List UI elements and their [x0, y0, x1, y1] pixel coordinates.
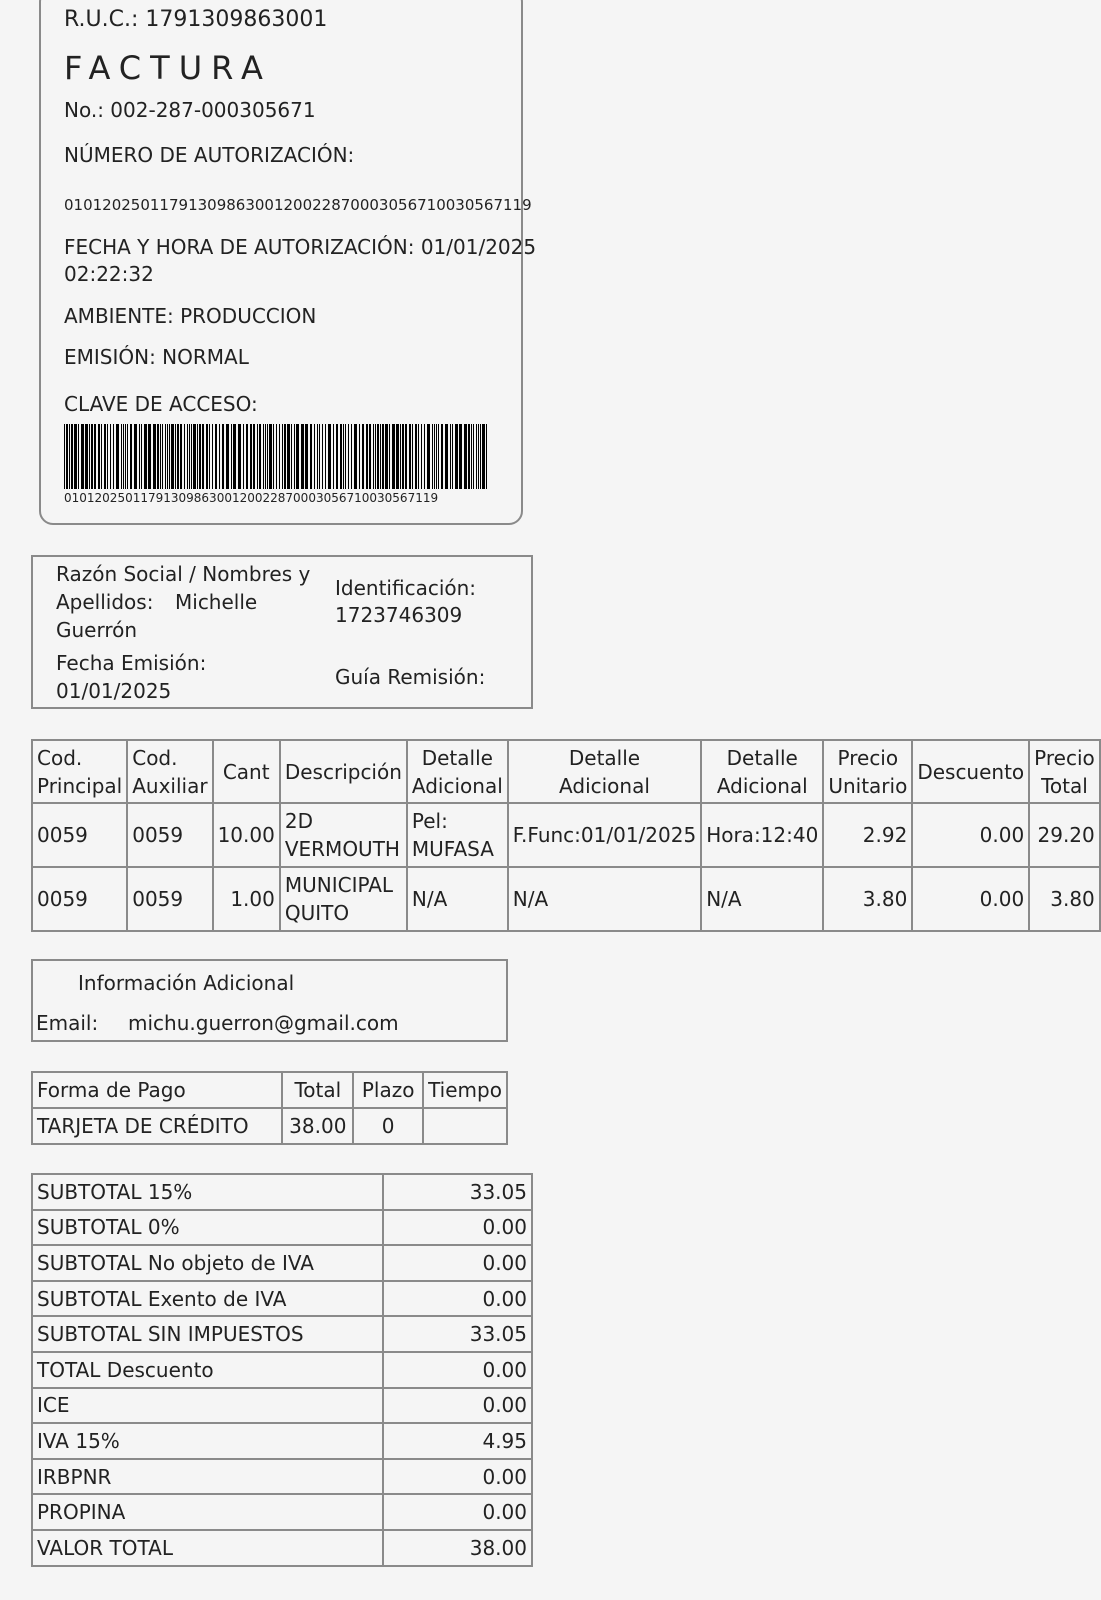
col-forma-pago: Forma de Pago: [32, 1072, 282, 1108]
cell-detalle-3: N/A: [701, 867, 823, 931]
issue-date-value: 01/01/2025: [56, 679, 172, 703]
auth-number-label: NÚMERO DE AUTORIZACIÓN:: [64, 143, 355, 167]
auth-number-value: 0101202501179130986300120022870003056710030567119: [64, 196, 532, 214]
table-row: [32, 1108, 507, 1144]
client-id-label: Identificación:: [335, 576, 477, 600]
cell-detalle-1: N/A: [407, 867, 508, 931]
client-id-value: 1723746309: [335, 603, 463, 627]
col-detalle-adicional-2: Detalle Adicional: [508, 740, 701, 803]
table-row: [32, 1388, 532, 1424]
clave-acceso-value: 0101202501179130986300120022870003056710030567119: [64, 491, 439, 505]
total-label: SUBTOTAL 0%: [32, 1210, 383, 1246]
payment-table: [31, 1071, 508, 1145]
cell-plazo: 0: [353, 1108, 423, 1144]
ambiente-text: AMBIENTE: PRODUCCION: [64, 304, 317, 328]
cell-cod-principal: 0059: [32, 867, 127, 931]
items-header-row: [32, 740, 1100, 803]
total-value: 0.00: [383, 1352, 532, 1388]
col-precio-unitario: Precio Unitario: [823, 740, 912, 803]
total-value: 0.00: [383, 1245, 532, 1281]
clave-acceso-label: CLAVE DE ACCESO:: [64, 392, 258, 416]
total-value: 0.00: [383, 1388, 532, 1424]
col-descripcion: Descripción: [280, 740, 407, 803]
total-value: 0.00: [383, 1210, 532, 1246]
client-name-first: Michelle: [175, 590, 258, 614]
client-name-label-line1: Razón Social / Nombres y: [56, 562, 311, 586]
total-label: PROPINA: [32, 1494, 383, 1530]
total-value: 38.00: [383, 1530, 532, 1566]
col-cant: Cant: [213, 740, 280, 803]
email-value: michu.guerron@gmail.com: [128, 1011, 399, 1035]
client-name-label-line2: Apellidos:: [56, 590, 154, 614]
guia-remision-label: Guía Remisión:: [335, 665, 486, 689]
table-row: [32, 1210, 532, 1246]
cell-cod-auxiliar: 0059: [127, 867, 212, 931]
total-label: ICE: [32, 1388, 383, 1424]
col-detalle-adicional-3: Detalle Adicional: [701, 740, 823, 803]
col-cod-auxiliar: Cod. Auxiliar: [127, 740, 212, 803]
table-row: [32, 1423, 532, 1459]
doc-type-title: FACTURA: [64, 49, 272, 87]
table-row: [32, 1281, 532, 1317]
total-label: IVA 15%: [32, 1423, 383, 1459]
col-tiempo: Tiempo: [423, 1072, 507, 1108]
cell-cant: 1.00: [213, 867, 280, 931]
cell-detalle-2: F.Func:01/01/2025: [508, 803, 701, 867]
cell-tiempo: [423, 1108, 507, 1144]
issue-date-label: Fecha Emisión:: [56, 651, 207, 675]
total-label: SUBTOTAL SIN IMPUESTOS: [32, 1316, 383, 1352]
cell-precio-total: 3.80: [1029, 867, 1100, 931]
auth-datetime-line2: 02:22:32: [64, 262, 154, 286]
total-label: SUBTOTAL No objeto de IVA: [32, 1245, 383, 1281]
emision-text: EMISIÓN: NORMAL: [64, 345, 249, 369]
auth-datetime-line1: FECHA Y HORA DE AUTORIZACIÓN: 01/01/2025: [64, 235, 537, 259]
payment-header-row: [32, 1072, 507, 1108]
cell-cod-auxiliar: 0059: [127, 803, 212, 867]
table-row: [32, 1316, 532, 1352]
cell-forma-pago: TARJETA DE CRÉDITO: [32, 1108, 282, 1144]
total-label: IRBPNR: [32, 1459, 383, 1495]
access-key-barcode: [64, 424, 488, 489]
ruc-text: R.U.C.: 1791309863001: [64, 7, 328, 32]
table-row: [32, 1352, 532, 1388]
additional-info-title: Información Adicional: [78, 971, 295, 995]
cell-cant: 10.00: [213, 803, 280, 867]
col-total: Total: [282, 1072, 353, 1108]
col-descuento: Descuento: [912, 740, 1029, 803]
table-row: [32, 1459, 532, 1495]
total-value: 4.95: [383, 1423, 532, 1459]
cell-precio-total: 29.20: [1029, 803, 1100, 867]
col-precio-total: Precio Total: [1029, 740, 1100, 803]
table-row: [32, 867, 1100, 931]
client-name-last: Guerrón: [56, 618, 138, 642]
total-value: 0.00: [383, 1494, 532, 1530]
total-value: 0.00: [383, 1281, 532, 1317]
table-row: [32, 1245, 532, 1281]
table-row: [32, 1494, 532, 1530]
cell-total: 38.00: [282, 1108, 353, 1144]
cell-descuento: 0.00: [912, 867, 1029, 931]
total-label: SUBTOTAL 15%: [32, 1174, 383, 1210]
invoice-number: No.: 002-287-000305671: [64, 98, 316, 122]
table-row: [32, 1174, 532, 1210]
total-value: 33.05: [383, 1316, 532, 1352]
cell-detalle-2: N/A: [508, 867, 701, 931]
total-value: 0.00: [383, 1459, 532, 1495]
totals-table: [31, 1173, 533, 1567]
cell-precio-unitario: 3.80: [823, 867, 912, 931]
email-label: Email:: [36, 1011, 99, 1035]
cell-detalle-3: Hora:12:40: [701, 803, 823, 867]
items-table: [31, 739, 1101, 932]
total-label: VALOR TOTAL: [32, 1530, 383, 1566]
table-row: [32, 1530, 532, 1566]
table-row: [32, 803, 1100, 867]
cell-precio-unitario: 2.92: [823, 803, 912, 867]
total-value: 33.05: [383, 1174, 532, 1210]
col-plazo: Plazo: [353, 1072, 423, 1108]
cell-detalle-1: Pel: MUFASA: [407, 803, 508, 867]
col-cod-principal: Cod. Principal: [32, 740, 127, 803]
col-detalle-adicional-1: Detalle Adicional: [407, 740, 508, 803]
total-label: TOTAL Descuento: [32, 1352, 383, 1388]
cell-descripcion: 2D VERMOUTH: [280, 803, 407, 867]
total-label: SUBTOTAL Exento de IVA: [32, 1281, 383, 1317]
cell-cod-principal: 0059: [32, 803, 127, 867]
cell-descuento: 0.00: [912, 803, 1029, 867]
cell-descripcion: MUNICIPAL QUITO: [280, 867, 407, 931]
